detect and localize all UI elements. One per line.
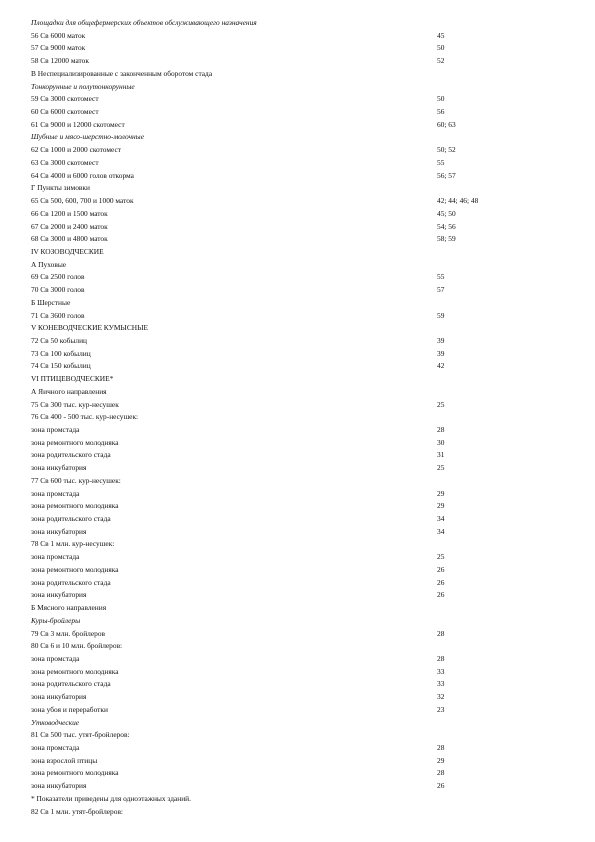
row-value: 34 (437, 526, 445, 536)
row-label: зона промстада (31, 488, 80, 498)
row-label: зона промстада (31, 742, 80, 752)
row-label: зона родительского стада (31, 679, 111, 689)
table-row (31, 526, 571, 539)
row-label: 76 Св 400 - 500 тыс. кур-несушек: (31, 412, 139, 422)
row-label: Б Мясного направления (31, 603, 107, 613)
row-label: VI ПТИЦЕВОДЧЕСКИЕ* (31, 374, 114, 384)
table-row (31, 640, 571, 653)
row-value: 50 (437, 43, 445, 53)
table-row (31, 233, 571, 246)
row-label: зона взрослой птицы (31, 755, 98, 765)
row-label: 61 Св 9000 и 12000 скотомест (31, 119, 125, 129)
table-row (31, 106, 571, 119)
row-value: 28 (437, 628, 445, 638)
row-label: А Пуховые (31, 259, 67, 269)
table-rows (31, 17, 571, 818)
row-label: 68 Св 3000 и 4800 маток (31, 234, 108, 244)
row-label: зона промстада (31, 425, 80, 434)
row-label: 60 Св 6000 скотомест (31, 107, 99, 117)
row-label: 59 Св 3000 скотомест (31, 94, 99, 104)
table-row (31, 424, 571, 437)
row-value: 45 (437, 30, 445, 40)
table-row (31, 17, 571, 30)
table-row (31, 144, 571, 157)
row-value: 26 (437, 781, 445, 791)
row-value: 39 (437, 335, 445, 345)
row-label: зона ремонтного молодняка (31, 666, 119, 676)
table-row (31, 195, 571, 208)
row-value: 42; 44; 46; 48 (437, 196, 479, 206)
row-value: 28 (437, 742, 445, 752)
row-value: 25 (437, 463, 445, 473)
table-row (31, 437, 571, 450)
row-value: 56 (437, 107, 445, 117)
row-value: 26 (437, 564, 445, 574)
row-label: 70 Св 3000 голов (31, 285, 85, 295)
table-row (31, 500, 571, 513)
table-row (31, 628, 571, 641)
row-value: 52 (437, 56, 445, 66)
row-label: 77 Св 600 тыс. кур-несушек: (31, 475, 121, 485)
table-row (31, 170, 571, 183)
row-label: 78 Св 1 млн. кур-несушек: (31, 539, 115, 549)
row-label: Тонкорунные и полутонкорунные (31, 81, 135, 91)
row-label: зона ремонтного молодняка (31, 564, 119, 574)
table-row (31, 81, 571, 94)
table-row (31, 449, 571, 462)
row-value: 29 (437, 488, 445, 498)
row-value: 28 (437, 653, 445, 663)
row-label: 62 Св 1000 и 2000 скотомест (31, 145, 121, 155)
table-row (31, 271, 571, 284)
table-row (31, 602, 571, 615)
row-label: зона промстада (31, 653, 80, 663)
row-value: 50; 52 (437, 145, 456, 155)
row-value: 29 (437, 501, 445, 511)
row-value: 32 (437, 692, 445, 702)
row-label: В Неспециализированные с законченным оборотом стада (31, 68, 213, 78)
row-value: 25 (437, 399, 445, 409)
row-value: 59 (437, 310, 445, 320)
row-label: 72 Св 50 кобылиц (31, 335, 87, 345)
row-label: зона инкубатория (31, 781, 87, 791)
row-label: 75 Св 300 тыс. кур-несушек (31, 399, 119, 409)
row-label: Шубные и мясо-шерстно-молочные (31, 132, 144, 142)
table-row (31, 551, 571, 564)
table-row (31, 310, 571, 323)
row-label: зона родительского стада (31, 450, 111, 460)
row-label: зона инкубатория (31, 590, 87, 600)
row-value: 26 (437, 577, 445, 587)
row-label: 80 Св 6 и 10 млн. бройлеров: (31, 641, 123, 651)
table-row (31, 157, 571, 170)
table-row (31, 729, 571, 742)
row-label: зона инкубатория (31, 526, 87, 536)
row-label: зона инкубатория (31, 692, 87, 702)
row-label: Б Шерстные (31, 297, 71, 307)
table-row (31, 284, 571, 297)
table-row (31, 348, 571, 361)
row-label: 69 Св 2500 голов (31, 272, 85, 282)
table-row (31, 68, 571, 81)
row-value: 55 (437, 272, 445, 282)
row-label: зона родительского стада (31, 514, 111, 524)
row-label: зона родительского стада (31, 577, 111, 587)
row-label: 67 Св 2000 и 2400 маток (31, 221, 108, 231)
row-value: 28 (437, 425, 445, 434)
table-row (31, 322, 571, 335)
table-row (31, 780, 571, 793)
row-label: А Яичного направления (31, 386, 107, 396)
table-row (31, 182, 571, 195)
table-row (31, 691, 571, 704)
row-label: 74 Св 150 кобылиц (31, 361, 91, 371)
row-value: 60; 63 (437, 119, 456, 129)
row-label: 81 Св 500 тыс. утят-бройлеров: (31, 730, 130, 740)
row-value: 33 (437, 666, 445, 676)
table-row (31, 462, 571, 475)
table-row (31, 131, 571, 144)
row-label: зона инкубатория (31, 463, 87, 473)
table-row (31, 360, 571, 373)
table-row (31, 30, 571, 43)
row-label: 65 Св 500, 600, 700 и 1000 маток (31, 196, 134, 206)
row-value: 54; 56 (437, 221, 456, 231)
table-row (31, 93, 571, 106)
table-row (31, 666, 571, 679)
table-row (31, 755, 571, 768)
table-row (31, 653, 571, 666)
table-row (31, 513, 571, 526)
table-row (31, 119, 571, 132)
row-label: * Показатели приведены для одноэтажных зданий. (31, 793, 191, 803)
row-value: 56; 57 (437, 170, 456, 180)
table-row (31, 259, 571, 272)
row-label: Г Пункты зимовки (31, 183, 90, 193)
table-row (31, 589, 571, 602)
row-value: 26 (437, 590, 445, 600)
table-row (31, 488, 571, 501)
row-label: 82 Св 1 млн. утят-бройлеров: (31, 806, 123, 816)
row-label: зона убоя и переработки (31, 704, 108, 714)
table-row (31, 399, 571, 412)
table-row (31, 538, 571, 551)
row-label: 66 Св 1200 и 1500 маток (31, 208, 108, 218)
table-row (31, 793, 571, 806)
row-label: зона ремонтного молодняка (31, 768, 119, 778)
row-value: 31 (437, 450, 445, 460)
table-row (31, 742, 571, 755)
table-row (31, 806, 571, 819)
row-value: 50 (437, 94, 445, 104)
row-label: Куры-бройлеры (31, 615, 81, 625)
row-value: 30 (437, 437, 445, 447)
table-row (31, 208, 571, 221)
row-label: 63 Св 3000 скотомест (31, 157, 99, 167)
table-row (31, 717, 571, 730)
table-row (31, 767, 571, 780)
row-value: 25 (437, 552, 445, 562)
row-label: зона промстада (31, 552, 80, 562)
row-label: Утководческие (31, 717, 80, 727)
row-value: 58; 59 (437, 234, 456, 244)
table-row (31, 386, 571, 399)
row-label: Площадки для общефермерских объектов обслуживающего назначения (31, 18, 257, 27)
row-label: V КОНЕВОДЧЕСКИЕ КУМЫСНЫЕ (31, 323, 149, 333)
table-row (31, 704, 571, 717)
table-row (31, 577, 571, 590)
row-label: 57 Св 9000 маток (31, 43, 86, 53)
row-label: 64 Св 4000 и 6000 голов откорма (31, 170, 134, 180)
row-value: 45; 50 (437, 208, 456, 218)
row-label: 79 Св 3 млн. бройлеров (31, 628, 106, 638)
table-row (31, 373, 571, 386)
row-value: 57 (437, 285, 445, 295)
table-row (31, 246, 571, 259)
row-label: 56 Св 6000 маток (31, 30, 86, 40)
row-value: 42 (437, 361, 445, 371)
row-value: 28 (437, 768, 445, 778)
row-label: 71 Св 3600 голов (31, 310, 85, 320)
table-row (31, 615, 571, 628)
row-label: зона ремонтного молодняка (31, 501, 119, 511)
row-label: 73 Св 100 кобылиц (31, 348, 91, 358)
row-value: 34 (437, 514, 445, 524)
row-value: 55 (437, 157, 445, 167)
row-label: 58 Св 12000 маток (31, 56, 89, 66)
row-value: 23 (437, 704, 445, 714)
table-row (31, 297, 571, 310)
table-row (31, 411, 571, 424)
row-label: IV КОЗОВОДЧЕСКИЕ (31, 246, 104, 256)
row-label: зона ремонтного молодняка (31, 437, 119, 447)
table-row (31, 42, 571, 55)
row-value: 39 (437, 348, 445, 358)
table-row (31, 564, 571, 577)
row-value: 29 (437, 755, 445, 765)
table-row (31, 475, 571, 488)
table-row (31, 55, 571, 68)
table-row (31, 335, 571, 348)
table-row (31, 221, 571, 234)
table-row (31, 678, 571, 691)
row-value: 33 (437, 679, 445, 689)
